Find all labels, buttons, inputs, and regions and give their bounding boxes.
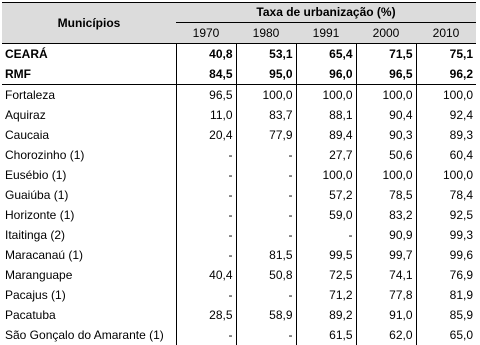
table-cell: 100,0 bbox=[356, 165, 416, 185]
table-cell: 100,0 bbox=[416, 85, 476, 106]
table-cell: 76,9 bbox=[416, 265, 476, 285]
row-label: RMF bbox=[2, 64, 176, 85]
table-cell: - bbox=[236, 205, 296, 225]
table-cell: 40,8 bbox=[176, 44, 236, 65]
column-header-year: 2000 bbox=[356, 23, 416, 44]
table-cell: 61,5 bbox=[296, 325, 356, 345]
table-cell: 50,6 bbox=[356, 145, 416, 165]
table-cell: 99,5 bbox=[296, 245, 356, 265]
table-cell: 96,0 bbox=[296, 64, 356, 85]
table-cell: 89,2 bbox=[296, 305, 356, 325]
column-group-header-urbanization-rate: Taxa de urbanização (%) bbox=[176, 3, 476, 23]
column-header-year: 1980 bbox=[236, 23, 296, 44]
table-cell: 96,2 bbox=[416, 64, 476, 85]
table-cell: 100,0 bbox=[356, 85, 416, 106]
table-cell: 88,1 bbox=[296, 105, 356, 125]
table-cell: 40,4 bbox=[176, 265, 236, 285]
table-cell: 65,0 bbox=[416, 325, 476, 345]
table-row bbox=[2, 105, 476, 125]
table-cell: 83,2 bbox=[356, 205, 416, 225]
table-cell: 74,1 bbox=[356, 265, 416, 285]
table-cell: 65,4 bbox=[296, 44, 356, 65]
table-row bbox=[2, 305, 476, 325]
table-row-ceara bbox=[2, 44, 476, 65]
table-cell: 58,9 bbox=[236, 305, 296, 325]
row-label: CEARÁ bbox=[5, 47, 48, 61]
column-header-year: 2010 bbox=[416, 23, 476, 44]
table-cell: 62,0 bbox=[356, 325, 416, 345]
table-cell: 59,0 bbox=[296, 205, 356, 225]
table-cell: 96,5 bbox=[176, 85, 236, 106]
table-row bbox=[2, 285, 476, 305]
table-cell: 78,5 bbox=[356, 185, 416, 205]
table-cell: 100,0 bbox=[416, 165, 476, 185]
table-cell: 27,7 bbox=[296, 145, 356, 165]
table-cell: 81,5 bbox=[236, 245, 296, 265]
table-row bbox=[2, 325, 476, 345]
table-cell: 60,4 bbox=[416, 145, 476, 165]
table-cell: 92,4 bbox=[416, 105, 476, 125]
table-cell: - bbox=[176, 185, 236, 205]
table-cell: 95,0 bbox=[236, 64, 296, 85]
table-cell: - bbox=[236, 285, 296, 305]
table-cell: 100,0 bbox=[296, 165, 356, 185]
table-cell: 90,4 bbox=[356, 105, 416, 125]
table-cell: - bbox=[296, 225, 356, 245]
header-row-group bbox=[2, 3, 476, 23]
table-cell: - bbox=[236, 145, 296, 165]
table-cell: 28,5 bbox=[176, 305, 236, 325]
table-cell: - bbox=[176, 145, 236, 165]
row-label: Caucaia bbox=[5, 128, 50, 142]
table-cell: 71,5 bbox=[356, 44, 416, 65]
table-row bbox=[2, 85, 476, 106]
row-label: Chorozinho (1) bbox=[5, 148, 85, 162]
table-cell: 50,8 bbox=[236, 265, 296, 285]
table-cell: 99,3 bbox=[416, 225, 476, 245]
table-cell: 96,5 bbox=[356, 64, 416, 85]
table-cell: 100,0 bbox=[236, 85, 296, 106]
table-cell: 78,4 bbox=[416, 185, 476, 205]
table-cell: 83,7 bbox=[236, 105, 296, 125]
table-cell: - bbox=[176, 205, 236, 225]
table-row bbox=[2, 245, 476, 265]
table-cell: 11,0 bbox=[176, 105, 236, 125]
row-label: Pacatuba bbox=[5, 308, 56, 322]
table-cell: 91,0 bbox=[356, 305, 416, 325]
table-row bbox=[2, 225, 476, 245]
column-header-year: 1970 bbox=[176, 23, 236, 44]
row-label: Pacajus (1) bbox=[5, 288, 66, 302]
table-cell: 77,9 bbox=[236, 125, 296, 145]
table-cell: - bbox=[176, 285, 236, 305]
column-header-year: 1991 bbox=[296, 23, 356, 44]
table-row bbox=[2, 185, 476, 205]
table-cell: - bbox=[176, 225, 236, 245]
table-row-rmf bbox=[2, 64, 476, 85]
row-label: Eusébio (1) bbox=[5, 168, 67, 182]
table-cell: 89,3 bbox=[416, 125, 476, 145]
table-cell: - bbox=[176, 165, 236, 185]
table-cell: 90,9 bbox=[356, 225, 416, 245]
row-label: Horizonte (1) bbox=[5, 208, 75, 222]
table-cell: - bbox=[236, 185, 296, 205]
table-cell: - bbox=[236, 165, 296, 185]
table-cell: 72,5 bbox=[296, 265, 356, 285]
row-label: Fortaleza bbox=[5, 88, 56, 102]
table-row bbox=[2, 205, 476, 225]
table-cell: 81,9 bbox=[416, 285, 476, 305]
table-cell: 53,1 bbox=[236, 44, 296, 65]
table-row bbox=[2, 125, 476, 145]
row-label: Maracanaú (1) bbox=[5, 248, 84, 262]
row-label: Itaitinga (2) bbox=[5, 228, 66, 242]
table-cell: 71,2 bbox=[296, 285, 356, 305]
table-row bbox=[2, 165, 476, 185]
row-label: São Gonçalo do Amarante (1) bbox=[5, 328, 164, 342]
table-cell: 100,0 bbox=[296, 85, 356, 106]
table-cell: 20,4 bbox=[176, 125, 236, 145]
table-cell: 89,4 bbox=[296, 125, 356, 145]
table-row bbox=[2, 145, 476, 165]
row-label: Aquiraz bbox=[5, 108, 46, 122]
table-cell: 90,3 bbox=[356, 125, 416, 145]
table-cell: 57,2 bbox=[296, 185, 356, 205]
row-label: Maranguape bbox=[5, 268, 73, 282]
table-cell: 99,6 bbox=[416, 245, 476, 265]
table-cell: 99,7 bbox=[356, 245, 416, 265]
table-cell: - bbox=[176, 245, 236, 265]
column-header-municipios: Municípios bbox=[2, 3, 176, 44]
row-label: Guaiúba (1) bbox=[5, 188, 69, 202]
table-row bbox=[2, 265, 476, 285]
table-cell: 85,9 bbox=[416, 305, 476, 325]
table-cell: - bbox=[236, 325, 296, 345]
table-cell: 92,5 bbox=[416, 205, 476, 225]
table-cell: 84,5 bbox=[176, 64, 236, 85]
table-cell: 77,8 bbox=[356, 285, 416, 305]
table-cell: 75,1 bbox=[416, 44, 476, 65]
table-cell: - bbox=[236, 225, 296, 245]
table-cell: - bbox=[176, 325, 236, 345]
urbanization-table bbox=[2, 2, 476, 345]
